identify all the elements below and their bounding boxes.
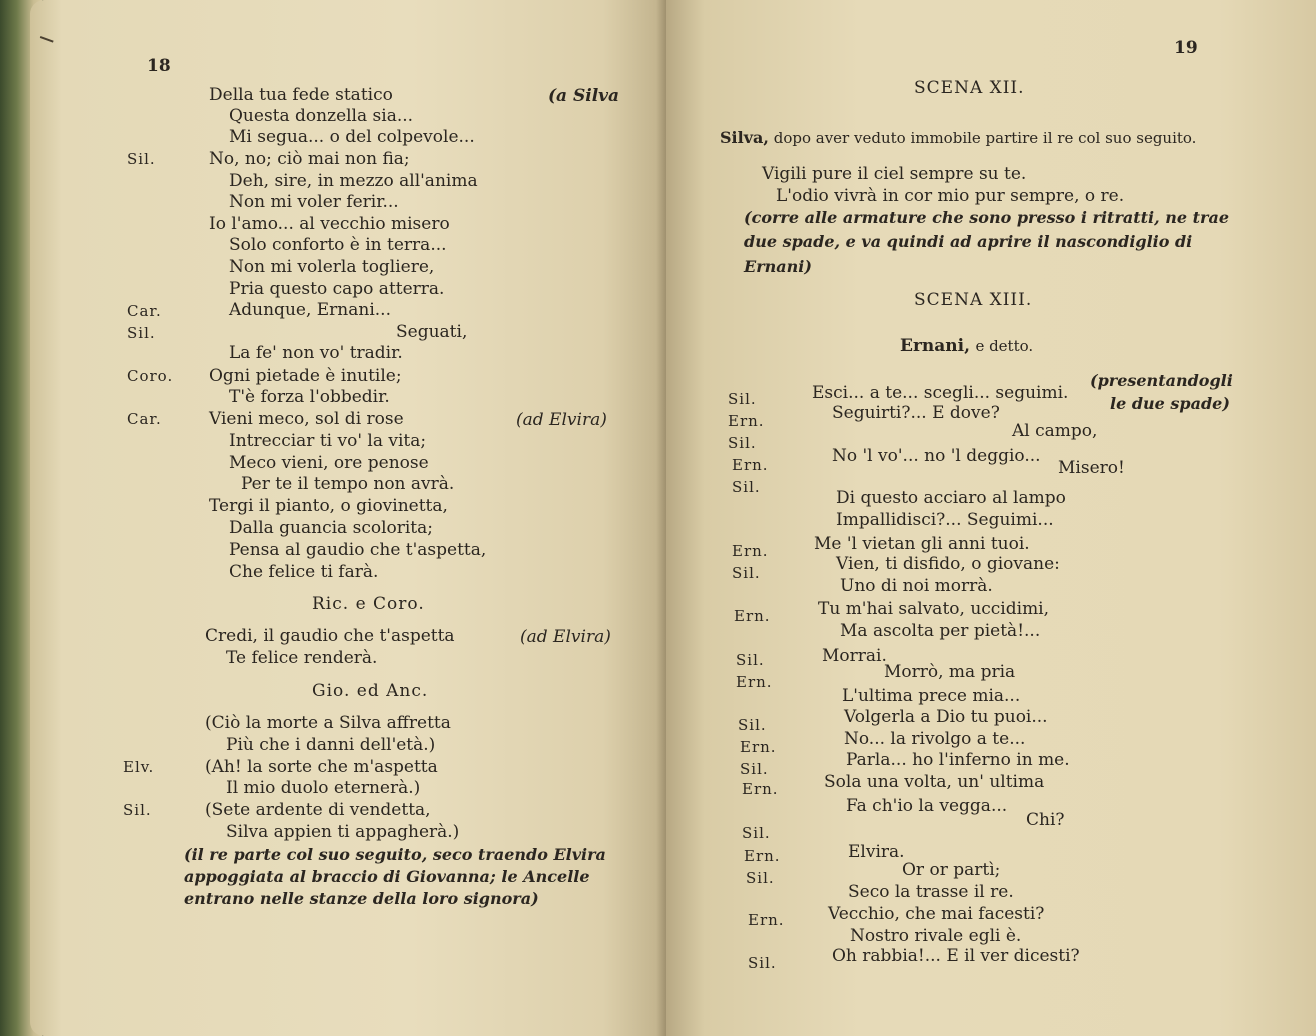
verse-line: Intrecciar ti vo' la vita; — [229, 431, 427, 451]
verse-line: Seguati, — [396, 322, 468, 342]
verse-line: Io l'amo... al vecchio misero — [209, 214, 450, 234]
verse-line: Vigili pure il ciel sempre su te. — [762, 164, 1027, 184]
speaker-label: Sil. — [738, 716, 767, 734]
verse-line: Elvira. — [848, 842, 905, 862]
verse-line: Meco vieni, ore penose — [229, 453, 429, 473]
verse-line: Tergi il pianto, o giovinetta, — [209, 496, 448, 516]
speaker-label: Sil. — [123, 801, 152, 819]
verse-line: Vien, ti disfido, o giovane: — [836, 554, 1060, 574]
speaker-label: Sil. — [748, 954, 777, 972]
speaker-label: Ern. — [742, 780, 779, 798]
verse-line: Me 'l vietan gli anni tuoi. — [814, 534, 1030, 554]
verse-line: Non mi volerla togliere, — [229, 257, 435, 277]
stage-direction: e detto. — [975, 337, 1034, 355]
verse-line: Pria questo capo atterra. — [229, 279, 445, 299]
section-heading: Gio. ed Anc. — [312, 681, 429, 701]
verse-line: Impallidisci?... Seguimi... — [836, 510, 1054, 530]
verse-line: (Ah! la sorte che m'aspetta — [205, 757, 438, 777]
verse-line: Che felice ti farà. — [229, 562, 379, 582]
verse-line: Oh rabbia!... E il ver dicesti? — [832, 946, 1080, 966]
speaker-label: Ern. — [734, 607, 771, 625]
verse-line: T'è forza l'obbedir. — [229, 387, 390, 407]
verse-line: Mi segua... o del colpevole... — [229, 127, 475, 147]
verse-line: Seguirti?... E dove? — [832, 403, 1000, 423]
speaker-label: Car. — [127, 410, 162, 428]
page-number-right: 19 — [1174, 38, 1198, 58]
stage-note: (presentandogli — [1090, 371, 1233, 390]
verse-line: Per te il tempo non avrà. — [241, 474, 455, 494]
verse-line: Ma ascolta per pietà!... — [840, 621, 1041, 641]
verse-line: Credi, il gaudio che t'aspetta — [205, 626, 455, 646]
verse-line: Esci... a te... scegli... seguimi. — [812, 383, 1069, 403]
verse-line: Ogni pietade è inutile; — [209, 366, 402, 386]
verse-line: La fe' non vo' tradir. — [229, 343, 403, 363]
verse-line: Questa donzella sia... — [229, 106, 414, 126]
verse-line: Sola una volta, un' ultima — [824, 772, 1045, 792]
speaker-label: Sil. — [728, 390, 757, 408]
right-page — [666, 0, 1316, 1036]
verse-line: Di questo acciaro al lampo — [836, 488, 1066, 508]
verse-line: (Ciò la morte a Silva affretta — [205, 713, 451, 733]
speaker-label: Sil. — [127, 324, 156, 342]
speaker-label: Sil. — [732, 564, 761, 582]
verse-line: Or or partì; — [902, 860, 1001, 880]
verse-line: L'ultima prece mia... — [842, 686, 1021, 706]
speaker-label: Sil. — [732, 478, 761, 496]
character-name: Ernani, — [900, 336, 971, 356]
verse-line: Tu m'hai salvato, uccidimi, — [818, 599, 1050, 619]
verse-line: Te felice renderà. — [226, 648, 378, 668]
speaker-label: Ern. — [744, 847, 781, 865]
stage-direction: Ernani) — [744, 257, 812, 276]
speaker-label: Coro. — [127, 367, 174, 385]
speaker-label: Elv. — [123, 758, 155, 776]
speaker-label: Sil. — [736, 651, 765, 669]
verse-line: Seco la trasse il re. — [848, 882, 1014, 902]
verse-line: Nostro rivale egli è. — [850, 926, 1022, 946]
verse-line: Della tua fede statico — [209, 85, 393, 105]
verse-line: Pensa al gaudio che t'aspetta, — [229, 540, 487, 560]
verse-line: Più che i danni dell'età.) — [226, 735, 436, 755]
stage-direction: entrano nelle stanze della loro signora) — [184, 889, 539, 908]
speaker-label: Sil. — [740, 760, 769, 778]
verse-line: (Sete ardente di vendetta, — [205, 800, 431, 820]
verse-line: Il mio duolo eternerà.) — [226, 778, 421, 798]
speaker-label: Car. — [127, 302, 162, 320]
page-number-left: 18 — [147, 56, 171, 76]
section-heading: Ric. e Coro. — [312, 594, 425, 614]
speaker-label: Sil. — [746, 869, 775, 887]
verse-line: No... la rivolgo a te... — [844, 729, 1026, 749]
stage-note: (ad Elvira) — [516, 410, 607, 430]
verse-line: Silva appien ti appagherà.) — [226, 822, 460, 842]
stage-direction: appoggiata al braccio di Giovanna; le Ancelle — [184, 867, 590, 886]
verse-line: Volgerla a Dio tu puoi... — [844, 707, 1048, 727]
speaker-label: Ern. — [748, 911, 785, 929]
scene-heading: SCENA XII. — [914, 78, 1025, 98]
stage-direction: dopo aver veduto immobile partire il re col suo seguito. — [773, 129, 1197, 147]
verse-line: Vieni meco, sol di rose — [209, 409, 404, 429]
stage-note: le due spade) — [1110, 394, 1230, 413]
verse-line: Fa ch'io la vegga... — [846, 796, 1008, 816]
verse-line: Parla... ho l'inferno in me. — [846, 750, 1070, 770]
verse-line: Solo conforto è in terra... — [229, 235, 447, 255]
verse-line: Morrò, ma pria — [884, 662, 1016, 682]
speaker-label: Sil. — [742, 824, 771, 842]
verse-line: Deh, sire, in mezzo all'anima — [229, 171, 478, 191]
speaker-label: Sil. — [127, 150, 156, 168]
scene-heading: SCENA XIII. — [914, 290, 1033, 310]
verse-line: Vecchio, che mai facesti? — [828, 904, 1045, 924]
speaker-label: Ern. — [732, 456, 769, 474]
stage-note: (ad Elvira) — [520, 627, 611, 647]
left-page — [30, 0, 666, 1036]
scene-intro — [720, 128, 1196, 148]
verse-line: No, no; ciò mai non fia; — [209, 149, 410, 169]
stage-note: (a Silva — [548, 86, 620, 106]
verse-line: Adunque, Ernani... — [229, 300, 391, 320]
verse-line: Morrai. — [822, 646, 887, 666]
verse-line: Uno di noi morrà. — [840, 576, 993, 596]
speaker-label: Sil. — [728, 434, 757, 452]
verse-line: Al campo, — [1012, 421, 1098, 441]
stage-direction: (il re parte col suo seguito, seco traendo Elvira — [184, 845, 606, 864]
speaker-label: Ern. — [728, 412, 765, 430]
scene-intro — [900, 336, 1033, 356]
verse-line: Chi? — [1026, 810, 1065, 830]
speaker-label: Ern. — [736, 673, 773, 691]
stage-direction: due spade, e va quindi ad aprire il nascondiglio di — [744, 232, 1193, 251]
verse-line: L'odio vivrà in cor mio pur sempre, o re. — [776, 186, 1125, 206]
verse-line: Dalla guancia scolorita; — [229, 518, 433, 538]
verse-line: Non mi voler ferir... — [229, 192, 399, 212]
speaker-label: Ern. — [732, 542, 769, 560]
character-name: Silva, — [720, 128, 769, 147]
pencil-mark — [36, 36, 53, 52]
verse-line: Misero! — [1058, 458, 1125, 478]
stage-direction: (corre alle armature che sono presso i ritratti, ne trae — [744, 208, 1229, 227]
speaker-label: Ern. — [740, 738, 777, 756]
verse-line: No 'l vo'... no 'l deggio... — [832, 446, 1041, 466]
